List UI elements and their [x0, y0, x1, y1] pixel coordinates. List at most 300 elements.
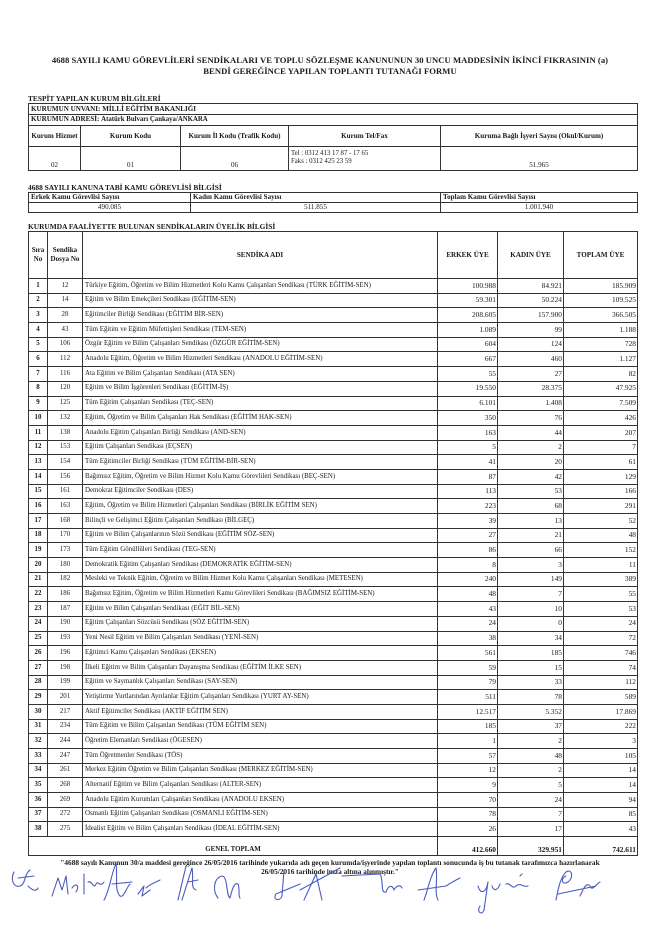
- row-dosya-no: 28: [48, 308, 83, 323]
- union-row: [29, 279, 638, 294]
- union-row: [29, 749, 638, 764]
- row-sendika-adi: Anadolu Eğitim Kurumları Çalışanları Sendikası (ANADOLU EKSEN): [83, 793, 438, 808]
- row-sira-no: 28: [29, 675, 48, 690]
- row-dosya-no: 193: [48, 631, 83, 646]
- row-dosya-no: 156: [48, 469, 83, 484]
- row-toplam-uye: 7.509: [564, 396, 638, 411]
- row-erkek-uye: 12: [438, 763, 498, 778]
- row-sira-no: 12: [29, 440, 48, 455]
- row-sendika-adi: Tüm Eğitim Gönüllüleri Sendikası (TEG-SEN): [83, 543, 438, 558]
- row-dosya-no: 201: [48, 690, 83, 705]
- row-dosya-no: 187: [48, 602, 83, 617]
- row-dosya-no: 268: [48, 778, 83, 793]
- row-kadin-uye: 0: [498, 616, 564, 631]
- row-dosya-no: 182: [48, 572, 83, 587]
- row-sendika-adi: Tüm Eğitimciler Birliği Sendikası (TÜM EĞİTİM-BİR-SEN): [83, 455, 438, 470]
- row-kadin-uye: 27: [498, 367, 564, 382]
- row-kadin-uye: 2: [498, 763, 564, 778]
- row-toplam-uye: 589: [564, 690, 638, 705]
- row-sira-no: 11: [29, 425, 48, 440]
- grand-total-erkek: 412.660: [438, 837, 498, 856]
- header-erkek-uye: ERKEK ÜYE: [438, 232, 498, 279]
- header-isyeri-sayisi: Kuruma Bağlı İşyeri Sayısı (Okul/Kurum): [441, 126, 638, 147]
- row-toplam-uye: 72: [564, 631, 638, 646]
- union-row: [29, 455, 638, 470]
- row-erkek-uye: 185: [438, 719, 498, 734]
- value-kurum-kodu: 01: [81, 147, 181, 171]
- row-sira-no: 27: [29, 660, 48, 675]
- row-toplam-uye: 291: [564, 499, 638, 514]
- union-row: [29, 558, 638, 573]
- row-toplam-uye: 366.505: [564, 308, 638, 323]
- row-sendika-adi: Anadolu Eğitim, Öğretim ve Bilim Hizmetleri Sendikası (ANADOLU EĞİTİM-SEN): [83, 352, 438, 367]
- union-row: [29, 660, 638, 675]
- row-erkek-uye: 9: [438, 778, 498, 793]
- row-toplam-uye: 112: [564, 675, 638, 690]
- row-sendika-adi: Türkiye Eğitim, Öğretim ve Bilim Hizmetleri Kolu Kamu Çalışanları Sendikası (TÜRK EĞİTİM-SEN): [83, 279, 438, 294]
- union-row: [29, 367, 638, 382]
- row-kadin-uye: 17: [498, 822, 564, 837]
- row-sendika-adi: Eğitimci Kamu Çalışanları Sendikası (EKSEN): [83, 646, 438, 661]
- institution-name-value: MİLLİ EĞİTİM BAKANLIĞI: [102, 104, 197, 113]
- row-erkek-uye: 8: [438, 558, 498, 573]
- union-row: [29, 352, 638, 367]
- row-erkek-uye: 70: [438, 793, 498, 808]
- row-dosya-no: 198: [48, 660, 83, 675]
- row-sendika-adi: Eğitim, Öğretim ve Bilim Çalışanları Hak Sendikası (EĞİTİM HAK-SEN): [83, 411, 438, 426]
- row-toplam-uye: 85: [564, 807, 638, 822]
- header-toplam-uye: TOPLAM ÜYE: [564, 232, 638, 279]
- row-sira-no: 20: [29, 558, 48, 573]
- row-kadin-uye: 37: [498, 719, 564, 734]
- header-kadin-uye: KADIN ÜYE: [498, 232, 564, 279]
- row-dosya-no: 43: [48, 323, 83, 338]
- row-kadin-uye: 7: [498, 807, 564, 822]
- value-kadin-gorevli: 511.855: [191, 203, 441, 213]
- union-row: [29, 616, 638, 631]
- row-kadin-uye: 3: [498, 558, 564, 573]
- row-sendika-adi: Bilinçli ve Gelişimci Eğitim Çalışanları Sendikası (BİLGEÇ): [83, 514, 438, 529]
- row-erkek-uye: 5: [438, 440, 498, 455]
- signatures-area: [0, 860, 660, 933]
- row-toplam-uye: 389: [564, 572, 638, 587]
- row-erkek-uye: 100.988: [438, 279, 498, 294]
- row-erkek-uye: 59.301: [438, 293, 498, 308]
- signature-6-icon: [215, 876, 240, 898]
- row-sira-no: 37: [29, 807, 48, 822]
- row-erkek-uye: 86: [438, 543, 498, 558]
- row-kadin-uye: 2: [498, 440, 564, 455]
- row-erkek-uye: 511: [438, 690, 498, 705]
- row-sendika-adi: Tüm Eğitim ve Bilim Çalışanları Sendikası (TÜM EĞİTİM SEN): [83, 719, 438, 734]
- union-row: [29, 484, 638, 499]
- union-row: [29, 778, 638, 793]
- row-erkek-uye: 27: [438, 528, 498, 543]
- row-sira-no: 30: [29, 704, 48, 719]
- row-sira-no: 9: [29, 396, 48, 411]
- row-toplam-uye: 166: [564, 484, 638, 499]
- row-kadin-uye: 149: [498, 572, 564, 587]
- row-sira-no: 3: [29, 308, 48, 323]
- row-sendika-adi: İlkeli Eğitim ve Bilim Çalışanları Dayanışma Sendikası (EĞİTİM İLKE SEN): [83, 660, 438, 675]
- institution-name-label: KURUMUN UNVANI:: [31, 104, 101, 113]
- row-kadin-uye: 2: [498, 734, 564, 749]
- row-dosya-no: 190: [48, 616, 83, 631]
- row-erkek-uye: 240: [438, 572, 498, 587]
- row-dosya-no: 153: [48, 440, 83, 455]
- row-kadin-uye: 99: [498, 323, 564, 338]
- row-toplam-uye: 74: [564, 660, 638, 675]
- row-sira-no: 29: [29, 690, 48, 705]
- row-toplam-uye: 47.925: [564, 381, 638, 396]
- row-sendika-adi: Yetiştirme Yurtlarından Ayrılanlar Eğitim Çalışanları Sendikası (YURT AY-SEN): [83, 690, 438, 705]
- row-dosya-no: 106: [48, 337, 83, 352]
- union-row: [29, 734, 638, 749]
- union-row: [29, 499, 638, 514]
- row-sendika-adi: Ata Eğitim ve Bilim Çalışanları Sendikası (ATA SEN): [83, 367, 438, 382]
- header-sira-no: Sıra No: [29, 232, 48, 279]
- header-kurum-hizmet: Kurum Hizmet: [29, 126, 81, 147]
- row-dosya-no: 116: [48, 367, 83, 382]
- row-dosya-no: 14: [48, 293, 83, 308]
- union-row: [29, 704, 638, 719]
- union-row: [29, 572, 638, 587]
- row-kadin-uye: 34: [498, 631, 564, 646]
- row-kadin-uye: 53: [498, 484, 564, 499]
- grand-total-row: [29, 837, 638, 856]
- row-sira-no: 19: [29, 543, 48, 558]
- row-sendika-adi: Öğretim Elemanları Sendikası (ÖGESEN): [83, 734, 438, 749]
- header-toplam-gorevli: Toplam Kamu Görevlisi Sayısı: [441, 193, 638, 203]
- row-sendika-adi: Bağımsız Eğitim, Öğretim ve Bilim Hizmet Kolu Kamu Görevlileri Sendikası (BEÇ-SEN): [83, 469, 438, 484]
- row-erkek-uye: 667: [438, 352, 498, 367]
- row-sira-no: 14: [29, 469, 48, 484]
- row-toplam-uye: 207: [564, 425, 638, 440]
- header-tel-fax: Kurum Tel/Fax: [289, 126, 441, 147]
- union-row: [29, 337, 638, 352]
- row-dosya-no: 163: [48, 499, 83, 514]
- union-membership-table: [28, 231, 638, 856]
- row-toplam-uye: 11: [564, 558, 638, 573]
- tel-number: Tel : 0312 413 17 87 - 17 65: [291, 149, 369, 157]
- header-dosya-no: Sendika Dosya No: [48, 232, 83, 279]
- row-sendika-adi: Eğitimciler Birliği Sendikası (EĞİTİM BİR-SEN): [83, 308, 438, 323]
- row-dosya-no: 112: [48, 352, 83, 367]
- employee-section-title: 4688 SAYILI KANUNA TABİ KAMU GÖREVLİSİ BİLGİSİ: [28, 183, 222, 192]
- header-kadin-gorevli: Kadın Kamu Görevlisi Sayısı: [191, 193, 441, 203]
- row-sira-no: 4: [29, 323, 48, 338]
- row-sira-no: 1: [29, 279, 48, 294]
- row-erkek-uye: 12.517: [438, 704, 498, 719]
- signature-11-icon: [556, 871, 600, 900]
- row-kadin-uye: 5.352: [498, 704, 564, 719]
- row-kadin-uye: 10: [498, 602, 564, 617]
- union-row: [29, 543, 638, 558]
- row-dosya-no: 269: [48, 793, 83, 808]
- row-toplam-uye: 105: [564, 749, 638, 764]
- row-sira-no: 26: [29, 646, 48, 661]
- row-toplam-uye: 1.188: [564, 323, 638, 338]
- institution-address-cell: [29, 115, 638, 126]
- row-sira-no: 35: [29, 778, 48, 793]
- row-toplam-uye: 222: [564, 719, 638, 734]
- union-row: [29, 308, 638, 323]
- certification-note-line1: "4688 sayılı Kanunun 30/a maddesi gereğince 26/05/2016 tarihinde yukarıda adı geçen kurumda/işyerinde yapılan toplantı sonucunda iş bu tutanak tarafımızca hazırlanarak: [60, 858, 600, 867]
- value-isyeri-sayisi: 51.965: [441, 147, 638, 171]
- value-toplam-gorevli: 1.001.940: [441, 203, 638, 213]
- union-row: [29, 411, 638, 426]
- row-sira-no: 23: [29, 602, 48, 617]
- row-sira-no: 8: [29, 381, 48, 396]
- row-kadin-uye: 15: [498, 660, 564, 675]
- row-toplam-uye: 52: [564, 514, 638, 529]
- row-toplam-uye: 53: [564, 602, 638, 617]
- row-kadin-uye: 124: [498, 337, 564, 352]
- row-sendika-adi: Eğitim ve Bilim Çalışanlarının Sözü Sendikası (EĞİTİM SÖZ-SEN): [83, 528, 438, 543]
- signature-2-icon: [52, 874, 104, 896]
- row-sendika-adi: Eğitim ve Saymanlık Çalışanları Sendikası (SAY-SEN): [83, 675, 438, 690]
- union-row: [29, 514, 638, 529]
- row-dosya-no: 173: [48, 543, 83, 558]
- value-erkek-gorevli: 490.085: [29, 203, 191, 213]
- signature-1-icon: [12, 870, 38, 890]
- row-sira-no: 10: [29, 411, 48, 426]
- row-toplam-uye: 109.525: [564, 293, 638, 308]
- union-row: [29, 425, 638, 440]
- row-erkek-uye: 113: [438, 484, 498, 499]
- row-dosya-no: 120: [48, 381, 83, 396]
- row-sendika-adi: Eğitim ve Bilim İşgörenleri Sendikası (EĞİTİM-İŞ): [83, 381, 438, 396]
- row-sira-no: 21: [29, 572, 48, 587]
- row-dosya-no: 196: [48, 646, 83, 661]
- row-erkek-uye: 39: [438, 514, 498, 529]
- value-tel-fax: [289, 147, 441, 171]
- row-sendika-adi: Tüm Eğitim Çalışanları Sendikası (TEÇ-SEN): [83, 396, 438, 411]
- row-erkek-uye: 41: [438, 455, 498, 470]
- row-toplam-uye: 185.909: [564, 279, 638, 294]
- row-toplam-uye: 129: [564, 469, 638, 484]
- row-toplam-uye: 82: [564, 367, 638, 382]
- row-sendika-adi: Eğitim ve Bilim Emekçileri Sendikası (EĞİTİM-SEN): [83, 293, 438, 308]
- row-toplam-uye: 746: [564, 646, 638, 661]
- row-toplam-uye: 14: [564, 778, 638, 793]
- signature-7-icon: [275, 868, 340, 900]
- row-toplam-uye: 61: [564, 455, 638, 470]
- row-dosya-no: 168: [48, 514, 83, 529]
- row-erkek-uye: 208.605: [438, 308, 498, 323]
- row-sendika-adi: Anadolu Eğitim Çalışanları Birliği Sendikası (AND-SEN): [83, 425, 438, 440]
- row-erkek-uye: 43: [438, 602, 498, 617]
- row-erkek-uye: 604: [438, 337, 498, 352]
- row-dosya-no: 275: [48, 822, 83, 837]
- row-sira-no: 17: [29, 514, 48, 529]
- row-kadin-uye: 460: [498, 352, 564, 367]
- union-row: [29, 396, 638, 411]
- row-toplam-uye: 728: [564, 337, 638, 352]
- row-kadin-uye: 78: [498, 690, 564, 705]
- row-erkek-uye: 57: [438, 749, 498, 764]
- signature-5-icon: [178, 866, 198, 900]
- row-erkek-uye: 87: [438, 469, 498, 484]
- row-sendika-adi: Osmanlı Eğitim Çalışanları Sendikası (OSMANLI EĞİTİM-SEN): [83, 807, 438, 822]
- union-row: [29, 469, 638, 484]
- row-dosya-no: 170: [48, 528, 83, 543]
- row-kadin-uye: 157.900: [498, 308, 564, 323]
- grand-total-toplam: 742.611: [564, 837, 638, 856]
- union-row: [29, 646, 638, 661]
- signature-9-icon: [418, 868, 460, 900]
- row-kadin-uye: 42: [498, 469, 564, 484]
- row-toplam-uye: 94: [564, 793, 638, 808]
- row-dosya-no: 217: [48, 704, 83, 719]
- row-erkek-uye: 19.550: [438, 381, 498, 396]
- row-toplam-uye: 3: [564, 734, 638, 749]
- row-sendika-adi: İdealist Eğitim ve Bilim Çalışanları Sendikası (İDEAL EĞİTİM-SEN): [83, 822, 438, 837]
- row-dosya-no: 125: [48, 396, 83, 411]
- row-sendika-adi: Merkez Eğitim Öğretim ve Bilim Çalışanları Sendikası (MERKEZ EĞİTİM-SEN): [83, 763, 438, 778]
- row-sendika-adi: Demokrat Eğitimciler Sendikası (DES): [83, 484, 438, 499]
- row-sendika-adi: Tüm Eğitim ve Eğitim Müfettişleri Sendikası (TEM-SEN): [83, 323, 438, 338]
- row-sira-no: 38: [29, 822, 48, 837]
- row-sira-no: 15: [29, 484, 48, 499]
- membership-section-title: KURUMDA FAALİYETTE BULUNAN SENDİKALARIN ÜYELİK BİLGİSİ: [28, 222, 276, 231]
- row-erkek-uye: 1: [438, 734, 498, 749]
- row-sendika-adi: Eğitim Çalışanları Sendikası (EÇSEN): [83, 440, 438, 455]
- union-row: [29, 587, 638, 602]
- institution-info-table: [28, 103, 638, 171]
- row-sendika-adi: Özgür Eğitim ve Bilim Çalışanları Sendikası (ÖZGÜR EĞİTİM-SEN): [83, 337, 438, 352]
- row-toplam-uye: 14: [564, 763, 638, 778]
- row-dosya-no: 180: [48, 558, 83, 573]
- row-sendika-adi: Eğitim Çalışanları Sözcüsü Sendikası (SÖZ EĞİTİM-SEN): [83, 616, 438, 631]
- row-sira-no: 16: [29, 499, 48, 514]
- header-kurum-kodu: Kurum Kodu: [81, 126, 181, 147]
- row-erkek-uye: 79: [438, 675, 498, 690]
- row-erkek-uye: 6.101: [438, 396, 498, 411]
- row-sira-no: 22: [29, 587, 48, 602]
- row-dosya-no: 161: [48, 484, 83, 499]
- row-kadin-uye: 7: [498, 587, 564, 602]
- signature-8-icon: [342, 874, 402, 892]
- row-sendika-adi: Tüm Öğretmenler Sendikası (TÖS): [83, 749, 438, 764]
- union-row: [29, 807, 638, 822]
- institution-address-value: Atatürk Bulvarı Çankaya/ANKARA: [101, 116, 208, 124]
- row-erkek-uye: 24: [438, 616, 498, 631]
- row-sira-no: 33: [29, 749, 48, 764]
- union-rows: [29, 279, 638, 837]
- row-kadin-uye: 13: [498, 514, 564, 529]
- row-sendika-adi: Yeni Nesil Eğitim ve Bilim Çalışanları Sendikası (YENİ-SEN): [83, 631, 438, 646]
- row-sira-no: 34: [29, 763, 48, 778]
- value-il-kodu: 06: [181, 147, 289, 171]
- row-sendika-adi: Alternatif Eğitim ve Bilim Çalışanları Sendikası (ALTER-SEN): [83, 778, 438, 793]
- union-row: [29, 822, 638, 837]
- row-sira-no: 31: [29, 719, 48, 734]
- form-title: [0, 55, 660, 77]
- union-row: [29, 690, 638, 705]
- union-row: [29, 631, 638, 646]
- row-sira-no: 25: [29, 631, 48, 646]
- union-row: [29, 323, 638, 338]
- row-dosya-no: 138: [48, 425, 83, 440]
- row-toplam-uye: 7: [564, 440, 638, 455]
- row-kadin-uye: 76: [498, 411, 564, 426]
- row-sira-no: 6: [29, 352, 48, 367]
- row-sira-no: 24: [29, 616, 48, 631]
- signature-3-icon: [104, 864, 132, 900]
- row-erkek-uye: 59: [438, 660, 498, 675]
- row-kadin-uye: 5: [498, 778, 564, 793]
- row-sira-no: 5: [29, 337, 48, 352]
- row-kadin-uye: 33: [498, 675, 564, 690]
- union-row: [29, 381, 638, 396]
- row-dosya-no: 247: [48, 749, 83, 764]
- union-row: [29, 719, 638, 734]
- row-dosya-no: 272: [48, 807, 83, 822]
- row-erkek-uye: 26: [438, 822, 498, 837]
- institution-section-title: TESPİT YAPILAN KURUM BİLGİLERİ: [28, 94, 161, 103]
- union-row: [29, 602, 638, 617]
- row-kadin-uye: 48: [498, 749, 564, 764]
- row-kadin-uye: 44: [498, 425, 564, 440]
- row-dosya-no: 199: [48, 675, 83, 690]
- row-sendika-adi: Demokratik Eğitim Çalışanları Sendikası (DEMOKRATİK EĞİTİM-SEN): [83, 558, 438, 573]
- row-erkek-uye: 163: [438, 425, 498, 440]
- row-toplam-uye: 43: [564, 822, 638, 837]
- form-title-line2: BENDİ GEREĞİNCE YAPILAN TOPLANTI TUTANAĞI FORMU: [203, 66, 457, 76]
- row-kadin-uye: 66: [498, 543, 564, 558]
- row-kadin-uye: 185: [498, 646, 564, 661]
- row-sendika-adi: Eğitim ve Bilim Çalışanları Sendikası (EĞİT BİL-SEN): [83, 602, 438, 617]
- row-dosya-no: 132: [48, 411, 83, 426]
- row-toplam-uye: 152: [564, 543, 638, 558]
- row-erkek-uye: 561: [438, 646, 498, 661]
- row-dosya-no: 234: [48, 719, 83, 734]
- row-erkek-uye: 350: [438, 411, 498, 426]
- signature-4-icon: [138, 880, 160, 896]
- signature-10-icon: [478, 874, 528, 913]
- employee-count-table: [28, 192, 638, 213]
- grand-total-kadin: 329.951: [498, 837, 564, 856]
- row-toplam-uye: 1.127: [564, 352, 638, 367]
- header-sendika-adi: SENDİKA ADI: [83, 232, 438, 279]
- row-erkek-uye: 38: [438, 631, 498, 646]
- row-toplam-uye: 24: [564, 616, 638, 631]
- union-row: [29, 293, 638, 308]
- row-kadin-uye: 50.224: [498, 293, 564, 308]
- row-sendika-adi: Eğitim, Öğretim ve Bilim Hizmetleri Çalışanları Sendikası (BİRLİK EĞİTİM SEN): [83, 499, 438, 514]
- union-row: [29, 528, 638, 543]
- institution-name-cell: [29, 104, 638, 115]
- row-dosya-no: 186: [48, 587, 83, 602]
- row-dosya-no: 154: [48, 455, 83, 470]
- row-dosya-no: 261: [48, 763, 83, 778]
- form-title-line1: 4688 SAYILI KAMU GÖREVLİLERİ SENDİKALARI VE TOPLU SÖZLEŞME KANUNUNUN 30 UNCU MADDESİNİN İKİNCİ FIKRASININ (a): [51, 55, 609, 65]
- union-row: [29, 675, 638, 690]
- row-kadin-uye: 24: [498, 793, 564, 808]
- certification-note-line2: 26/05/2016 tarihinde imza altına alınmıştır.": [261, 867, 399, 876]
- row-kadin-uye: 68: [498, 499, 564, 514]
- fax-number: Faks : 0312 425 23 59: [291, 158, 352, 165]
- row-toplam-uye: 426: [564, 411, 638, 426]
- row-kadin-uye: 28.375: [498, 381, 564, 396]
- row-erkek-uye: 223: [438, 499, 498, 514]
- row-toplam-uye: 55: [564, 587, 638, 602]
- row-sendika-adi: Mesleki ve Teknik Eğitim, Öğretim ve Bilim Hizmet Kolu Kamu Çalışanları Sendikası (METESEN): [83, 572, 438, 587]
- row-erkek-uye: 48: [438, 587, 498, 602]
- row-toplam-uye: 48: [564, 528, 638, 543]
- row-kadin-uye: 20: [498, 455, 564, 470]
